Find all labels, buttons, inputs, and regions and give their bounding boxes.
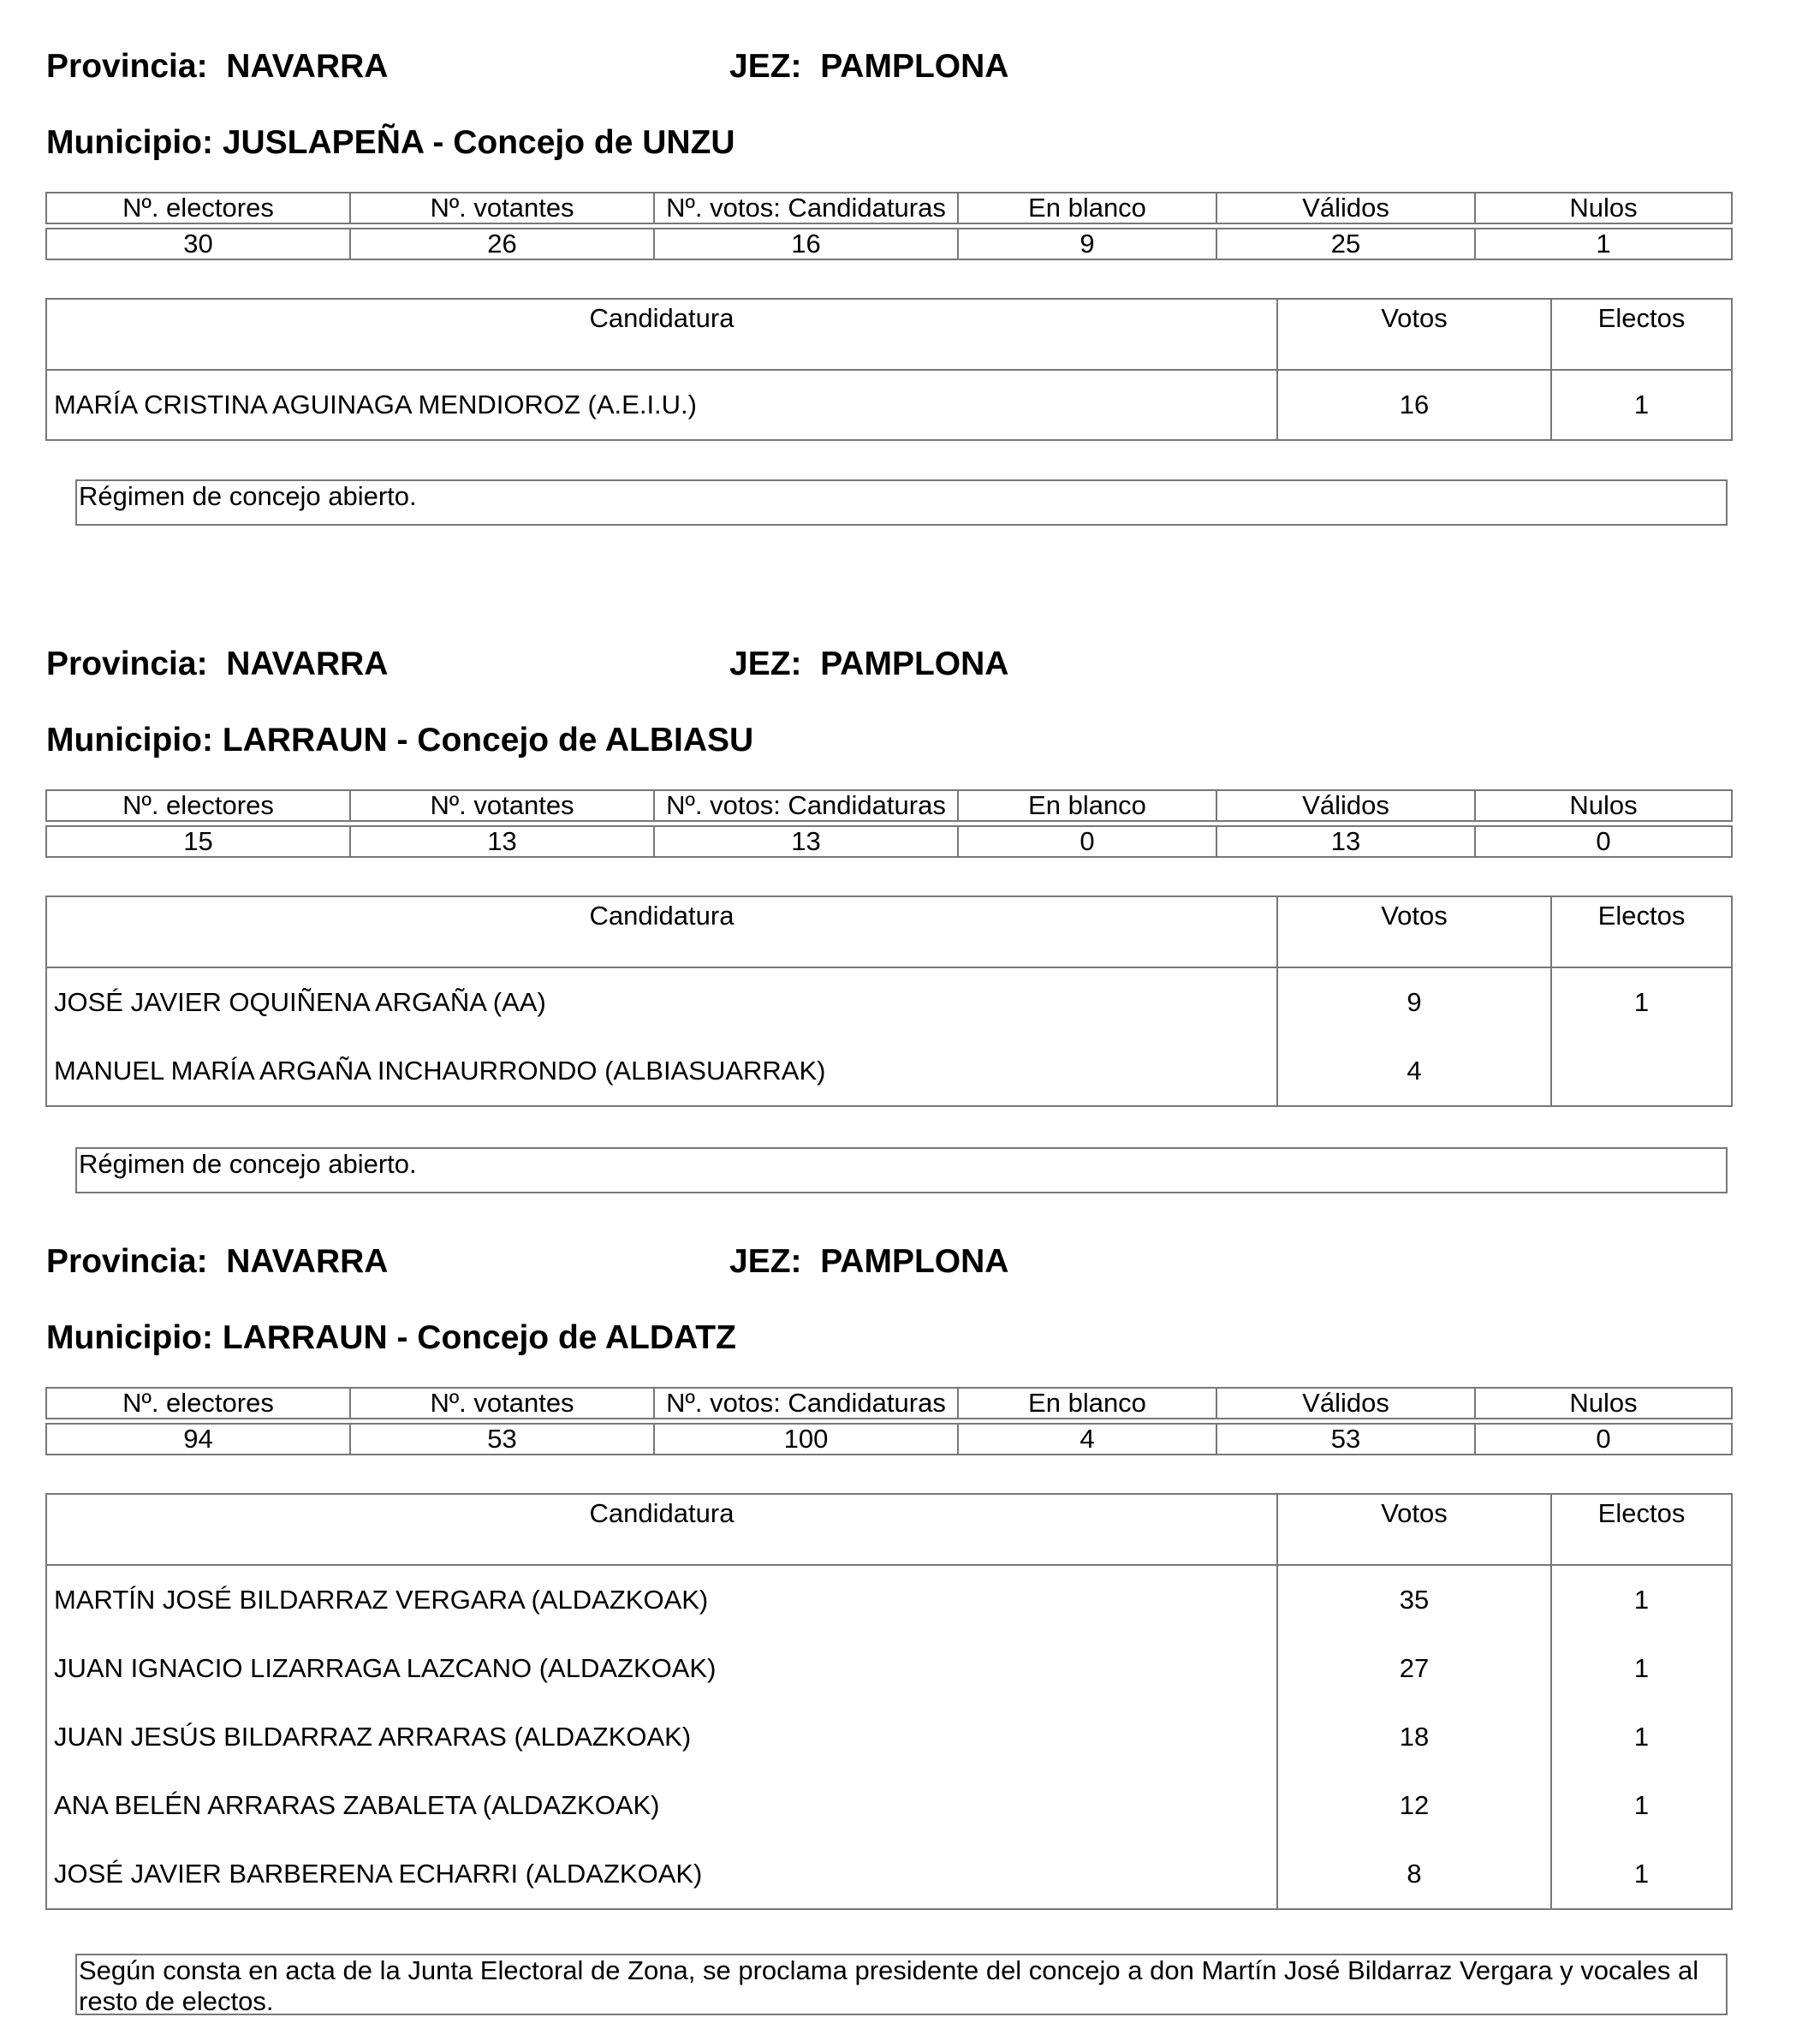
- stat-votos-candidaturas: 13: [654, 826, 958, 857]
- municipio-value: LARRAUN - Concejo de ALDATZ: [222, 1319, 736, 1356]
- candidate-row: [46, 1037, 1732, 1106]
- candidate-row: [46, 370, 1732, 440]
- stat-validos: 13: [1216, 826, 1475, 857]
- header-electos: Electos: [1551, 896, 1732, 967]
- stat-nulos: 1: [1475, 229, 1732, 259]
- header-votos: Votos: [1277, 896, 1551, 967]
- candidate-votos: 16: [1277, 370, 1551, 440]
- provincia-label: Provincia: NAVARRA: [46, 1243, 389, 1280]
- stats-header-row: [46, 193, 1732, 223]
- stat-header-en-blanco: En blanco: [958, 193, 1216, 223]
- provincia-value: NAVARRA: [226, 48, 389, 85]
- candidate-votos: 8: [1277, 1840, 1551, 1909]
- stat-electores: 30: [46, 229, 350, 259]
- candidate-row: [46, 1565, 1732, 1634]
- candidate-name: MARTÍN JOSÉ BILDARRAZ VERGARA (ALDAZKOAK): [46, 1565, 1277, 1634]
- header-candidatura: Candidatura: [46, 1494, 1277, 1565]
- candidates-table: [45, 298, 1733, 441]
- stat-electores: 15: [46, 826, 350, 857]
- stat-header-nulos: Nulos: [1475, 193, 1732, 223]
- stat-votos-candidaturas: 100: [654, 1424, 958, 1455]
- stat-header-nulos: Nulos: [1475, 1388, 1732, 1419]
- candidate-electos: 1: [1551, 370, 1732, 440]
- stat-header-en-blanco: En blanco: [958, 790, 1216, 821]
- stat-en-blanco: 4: [958, 1424, 1216, 1455]
- stat-votantes: 53: [350, 1424, 654, 1455]
- stat-header-votos-candidaturas: Nº. votos: Candidaturas: [654, 790, 958, 821]
- provincia-label: Provincia: NAVARRA: [46, 48, 389, 85]
- municipio-title: Municipio: LARRAUN - Concejo de ALBIASU: [46, 722, 754, 759]
- candidate-name: MARÍA CRISTINA AGUINAGA MENDIOROZ (A.E.I.U.): [46, 370, 1277, 440]
- jez-value: PAMPLONA: [820, 48, 1009, 85]
- note-box: Régimen de concejo abierto.: [75, 1147, 1728, 1193]
- jez-label: JEZ: PAMPLONA: [729, 48, 1009, 85]
- candidate-name: MANUEL MARÍA ARGAÑA INCHAURRONDO (ALBIASUARRAK): [46, 1037, 1277, 1106]
- stat-header-en-blanco: En blanco: [958, 1388, 1216, 1419]
- candidate-electos: 1: [1551, 967, 1732, 1037]
- stat-votantes: 13: [350, 826, 654, 857]
- provincia-label: Provincia: NAVARRA: [46, 646, 389, 682]
- stat-nulos: 0: [1475, 1424, 1732, 1455]
- candidate-electos: 1: [1551, 1771, 1732, 1840]
- stat-header-validos: Válidos: [1216, 1388, 1475, 1419]
- stat-header-electores: Nº. electores: [46, 790, 350, 821]
- candidate-electos: [1551, 1037, 1732, 1106]
- stats-header-row: [46, 1388, 1732, 1419]
- candidate-name: JOSÉ JAVIER BARBERENA ECHARRI (ALDAZKOAK): [46, 1840, 1277, 1909]
- stats-table: [45, 1387, 1733, 1455]
- candidate-electos: 1: [1551, 1703, 1732, 1771]
- candidates-header-row: [46, 1494, 1732, 1565]
- candidate-electos: 1: [1551, 1840, 1732, 1909]
- stats-table: [45, 789, 1733, 858]
- candidates-table: [45, 1493, 1733, 1910]
- jez-label: JEZ: PAMPLONA: [729, 646, 1009, 682]
- candidate-votos: 27: [1277, 1634, 1551, 1703]
- stat-header-votantes: Nº. votantes: [350, 193, 654, 223]
- stat-votantes: 26: [350, 229, 654, 259]
- stat-header-votantes: Nº. votantes: [350, 790, 654, 821]
- candidate-votos: 4: [1277, 1037, 1551, 1106]
- stats-value-row: [46, 1424, 1732, 1455]
- stats-header-row: [46, 790, 1732, 821]
- stat-electores: 94: [46, 1424, 350, 1455]
- candidate-row: [46, 1634, 1732, 1703]
- stat-header-votos-candidaturas: Nº. votos: Candidaturas: [654, 1388, 958, 1419]
- jez-value: PAMPLONA: [820, 1243, 1009, 1280]
- stat-header-votantes: Nº. votantes: [350, 1388, 654, 1419]
- municipio-title: Municipio: LARRAUN - Concejo de ALDATZ: [46, 1319, 736, 1356]
- provincia-value: NAVARRA: [226, 1243, 389, 1280]
- candidate-votos: 35: [1277, 1565, 1551, 1634]
- candidate-name: JUAN IGNACIO LIZARRAGA LAZCANO (ALDAZKOAK): [46, 1634, 1277, 1703]
- stat-en-blanco: 9: [958, 229, 1216, 259]
- jez-value: PAMPLONA: [820, 646, 1009, 682]
- candidates-header-row: [46, 299, 1732, 370]
- municipio-title: Municipio: JUSLAPEÑA - Concejo de UNZU: [46, 124, 735, 161]
- header-candidatura: Candidatura: [46, 896, 1277, 967]
- candidate-votos: 9: [1277, 967, 1551, 1037]
- stat-header-electores: Nº. electores: [46, 193, 350, 223]
- stat-en-blanco: 0: [958, 826, 1216, 857]
- candidate-row: [46, 1840, 1732, 1909]
- stats-value-row: [46, 229, 1732, 259]
- candidate-row: [46, 967, 1732, 1037]
- candidate-row: [46, 1703, 1732, 1771]
- candidate-name: ANA BELÉN ARRARAS ZABALETA (ALDAZKOAK): [46, 1771, 1277, 1840]
- note-box: Según consta en acta de la Junta Electoral de Zona, se proclama presidente del concejo a don Martín José Bildarraz Vergara y vocales al resto de electos.: [75, 1954, 1728, 2015]
- note-box: Régimen de concejo abierto.: [75, 479, 1728, 526]
- header-electos: Electos: [1551, 299, 1732, 370]
- stat-header-nulos: Nulos: [1475, 790, 1732, 821]
- candidate-name: JOSÉ JAVIER OQUIÑENA ARGAÑA (AA): [46, 967, 1277, 1037]
- candidates-table: [45, 895, 1733, 1107]
- stat-validos: 25: [1216, 229, 1475, 259]
- candidate-votos: 18: [1277, 1703, 1551, 1771]
- stat-header-validos: Válidos: [1216, 790, 1475, 821]
- stat-validos: 53: [1216, 1424, 1475, 1455]
- municipio-value: LARRAUN - Concejo de ALBIASU: [222, 722, 754, 759]
- municipio-value: JUSLAPEÑA - Concejo de UNZU: [222, 124, 735, 161]
- candidate-electos: 1: [1551, 1634, 1732, 1703]
- stats-value-row: [46, 826, 1732, 857]
- stats-table: [45, 192, 1733, 260]
- provincia-value: NAVARRA: [226, 646, 389, 682]
- candidate-row: [46, 1771, 1732, 1840]
- header-electos: Electos: [1551, 1494, 1732, 1565]
- candidates-header-row: [46, 896, 1732, 967]
- jez-label: JEZ: PAMPLONA: [729, 1243, 1009, 1280]
- stat-header-electores: Nº. electores: [46, 1388, 350, 1419]
- header-candidatura: Candidatura: [46, 299, 1277, 370]
- stat-header-validos: Válidos: [1216, 193, 1475, 223]
- header-votos: Votos: [1277, 1494, 1551, 1565]
- stat-header-votos-candidaturas: Nº. votos: Candidaturas: [654, 193, 958, 223]
- stat-votos-candidaturas: 16: [654, 229, 958, 259]
- candidate-electos: 1: [1551, 1565, 1732, 1634]
- candidate-votos: 12: [1277, 1771, 1551, 1840]
- candidate-name: JUAN JESÚS BILDARRAZ ARRARAS (ALDAZKOAK): [46, 1703, 1277, 1771]
- header-votos: Votos: [1277, 299, 1551, 370]
- stat-nulos: 0: [1475, 826, 1732, 857]
